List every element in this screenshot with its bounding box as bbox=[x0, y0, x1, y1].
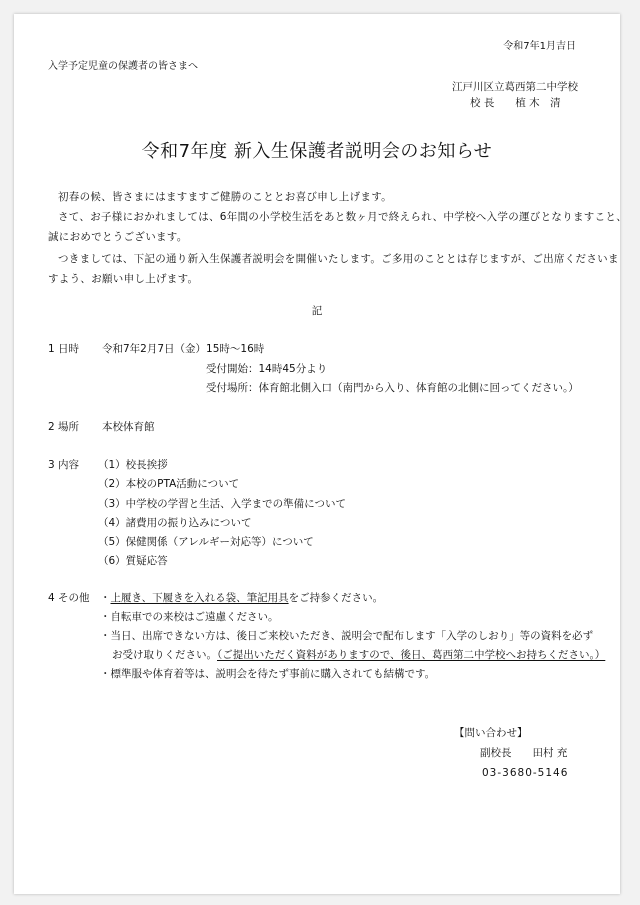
content-item: （3）中学校の学習と生活、入学までの準備について bbox=[98, 498, 346, 510]
other-item-4: ・標準服や体育着等は、説明会を待たず事前に購入されても結構です。 bbox=[100, 668, 436, 680]
other-item-1 bbox=[100, 591, 383, 605]
contact-person: 副校長 田村 充 bbox=[480, 747, 568, 759]
place-label: 2 場所 bbox=[48, 421, 80, 433]
content-item: （2）本校のPTA活動について bbox=[98, 478, 240, 490]
content-item: （4）諸費用の振り込みについて bbox=[98, 517, 252, 529]
other-item-3-plain: お受け取りください。 bbox=[112, 649, 217, 661]
place-value: 本校体育館 bbox=[102, 421, 155, 433]
issue-date: 令和7年1月吉日 bbox=[503, 41, 576, 52]
content-item: （6）質疑応答 bbox=[98, 555, 168, 567]
body-line-3: 誠におめでとうございます。 bbox=[48, 231, 188, 243]
contact-heading: 【問い合わせ】 bbox=[454, 727, 528, 739]
other-item-1-underlined: 上履き、下履きを入れる袋、筆記用具 bbox=[110, 592, 289, 604]
other-item-2: ・自転車での来校はご遠慮ください。 bbox=[100, 611, 279, 623]
other-item-1-bullet: ・ bbox=[100, 592, 111, 604]
body-line-5: すよう、お願い申し上げます。 bbox=[48, 273, 199, 285]
time-value: 令和7年2月7日（金）15時～16時 bbox=[102, 343, 265, 355]
body-line-1: 初春の候、皆さまにはますますご健勝のこととお喜び申し上げます。 bbox=[58, 191, 392, 203]
school-name: 江戸川区立葛西第二中学校 bbox=[452, 81, 578, 93]
content-item: （1）校長挨拶 bbox=[98, 459, 168, 471]
page-title: 令和7年度 新入生保護者説明会のお知らせ bbox=[141, 141, 493, 162]
addressee: 入学予定児童の保護者の皆さまへ bbox=[48, 61, 198, 72]
reception-time: 受付開始：14時45分より bbox=[206, 363, 328, 375]
body-line-2: さて、お子様におかれましては、6年間の小学校生活をあと数ヶ月で終えられ、中学校へ入学の運びとなりますこと、 bbox=[58, 211, 627, 223]
content-label: 3 内容 bbox=[48, 459, 80, 471]
other-item-3: ・当日、出席できない方は、後日ご来校いただき、説明会で配布します「入学のしおり」等の資料を必ず bbox=[100, 630, 594, 642]
other-item-3-underlined: （ご提出いただく資料がありますので、後日、葛西第二中学校へお持ちください。） bbox=[217, 649, 606, 661]
ki-heading: 記 bbox=[311, 305, 323, 317]
principal-name: 校 長 植 木 清 bbox=[470, 97, 561, 109]
other-item-3-cont bbox=[112, 648, 605, 662]
other-label: 4 その他 bbox=[48, 592, 90, 604]
notice-document bbox=[14, 14, 627, 894]
time-label: 1 日時 bbox=[48, 343, 80, 355]
reception-place: 受付場所：体育館北側入口（南門から入り、体育館の北側に回ってください。） bbox=[206, 382, 579, 394]
contact-phone: 03-3680-5146 bbox=[482, 767, 569, 779]
content-item: （5）保健関係（アレルギー対応等）について bbox=[98, 536, 314, 548]
other-item-1-rest: をご持参ください。 bbox=[288, 592, 384, 604]
body-line-4: つきましては、下記の通り新入生保護者説明会を開催いたします。ご多用のこととは存じますが、ご出席くださいま bbox=[58, 253, 619, 265]
